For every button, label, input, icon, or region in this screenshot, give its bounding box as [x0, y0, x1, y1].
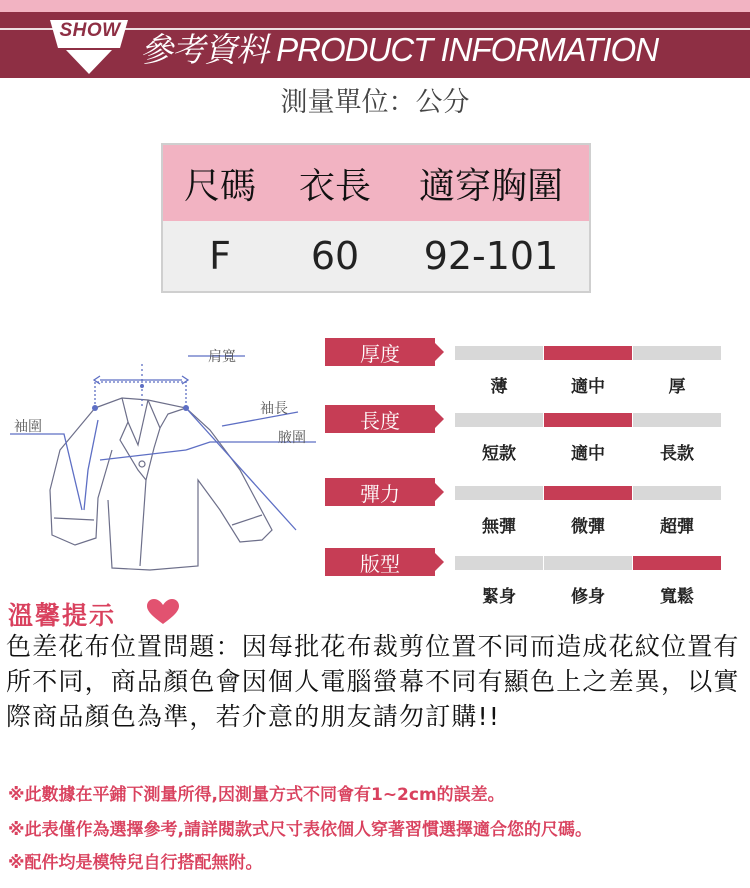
attr-bar-0 [455, 346, 543, 360]
table-row [163, 221, 589, 291]
show-badge [44, 18, 134, 74]
attr-option: 短款 [482, 444, 516, 464]
attr-bar-2 [633, 556, 721, 570]
label-chest: 腋圍 [278, 430, 306, 446]
label-shoulder: 肩寬 [208, 349, 236, 365]
label-cuff: 袖圍 [14, 419, 42, 435]
attr-tag: 長度 [325, 405, 435, 433]
footnote-3: ※配件均是模特兒自行搭配無附。 [8, 853, 263, 873]
notice-title: 溫馨提示 [8, 601, 117, 630]
footnote-1: ※此數據在平鋪下測量所得,因測量方式不同會有1~2cm的誤差。 [8, 785, 505, 805]
label-sleeve-length: 袖長 [260, 401, 288, 417]
unit-line: 測量單位：公分 [280, 87, 470, 118]
attr-bar-1 [544, 556, 632, 570]
size-table [161, 143, 591, 293]
attr-bar-2 [633, 486, 721, 500]
jacket-outline-icon [0, 330, 320, 580]
attr-option: 厚 [668, 377, 686, 397]
attr-bar-1 [544, 486, 632, 500]
attr-bar-2 [633, 413, 721, 427]
attr-bar-2 [633, 346, 721, 360]
attr-elasticity [325, 478, 725, 548]
attr-thickness [325, 338, 725, 408]
attr-tag: 彈力 [325, 478, 435, 506]
cell-chest: 92-101 [423, 234, 559, 278]
notice-body: 色差花布位置問題：因每批花布裁剪位置不同而造成花紋位置有所不同，商品顏色會因個人電腦螢幕不同有顯色上之差異，以實際商品顏色為準，若介意的朋友請勿訂購!! [6, 632, 740, 731]
header-size: 尺碼 [183, 165, 256, 207]
attr-fit [325, 548, 725, 618]
attr-option: 超彈 [660, 517, 694, 537]
attr-option: 修身 [571, 587, 605, 607]
attr-tag: 版型 [325, 548, 435, 576]
jacket-diagram [0, 330, 320, 580]
attr-bar-0 [455, 486, 543, 500]
attr-option: 適中 [571, 377, 605, 397]
attr-bar-0 [455, 413, 543, 427]
attr-bar-1 [544, 346, 632, 360]
attr-tag: 厚度 [325, 338, 435, 366]
heart-icon [146, 599, 180, 625]
header-length: 衣長 [298, 165, 371, 207]
attr-option: 適中 [571, 444, 605, 464]
top-stripe [0, 0, 750, 12]
attr-bar-1 [544, 413, 632, 427]
attr-option: 緊身 [482, 587, 516, 607]
cell-length: 60 [310, 234, 360, 278]
attr-option: 無彈 [482, 517, 516, 537]
attr-bar-0 [455, 556, 543, 570]
attr-length [325, 405, 725, 475]
show-badge-text: SHOW [59, 20, 121, 41]
attr-option: 寬鬆 [660, 587, 694, 607]
cell-size: F [209, 234, 231, 278]
page-title: 參考資料 PRODUCT INFORMATION [140, 31, 659, 68]
attr-option: 薄 [490, 377, 508, 397]
header-chest: 適穿胸圍 [418, 165, 563, 207]
attr-option: 長款 [660, 444, 694, 464]
attr-option: 微彈 [571, 517, 605, 537]
size-table-header [163, 145, 589, 221]
footnote-2: ※此表僅作為選擇參考,請詳閱款式尺寸表依個人穿著習慣選擇適合您的尺碼。 [8, 820, 592, 840]
